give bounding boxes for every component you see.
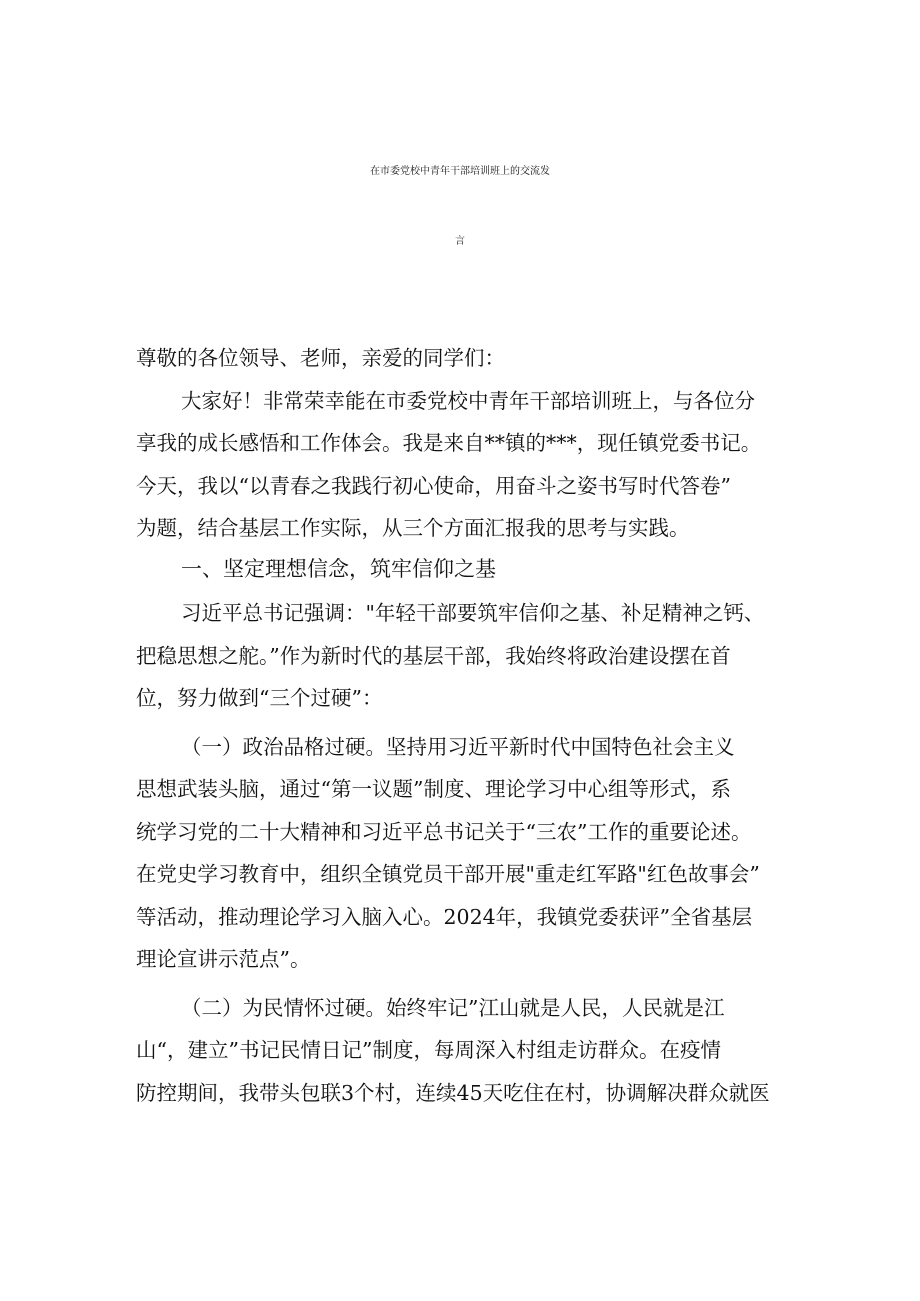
item-1-line-3: 统学习党的二十大精神和习近平总书记关于“三农”工作的重要论述。 (136, 820, 752, 844)
section-1-intro-line-2: 把稳思想之舵。”作为新时代的基层干部，我始终将政治建设摆在首 (136, 644, 731, 668)
section-1-intro-line-1: 习近平总书记强调："年轻干部要筑牢信仰之基、补足精神之钙、 (181, 601, 765, 625)
salutation: 尊敬的各位领导、老师，亲爱的同学们： (136, 346, 505, 370)
document-title-line-2: 言 (455, 236, 465, 247)
item-1-line-4: 在党史学习教育中，组织全镇党员干部开展"重走红军路"红色故事会” (136, 862, 760, 886)
item-1-line-6: 理论宣讲示范点”。 (136, 947, 311, 971)
item-2-line-3: 防控期间，我带头包联3个村，连续45天吃住在村，协调解决群众就医 (136, 1081, 770, 1105)
item-1-line-5: 等活动，推动理论学习入脑入心。2024年，我镇党委获评”全省基层 (136, 905, 753, 929)
intro-line-2: 享我的成长感悟和工作体会。我是来自**镇的***，现任镇党委书记。 (136, 431, 762, 455)
item-1-line-2: 思想武装头脑，通过“第一议题”制度、理论学习中心组等形式，系 (136, 777, 731, 801)
item-2-line-2: 山“，建立”书记民情日记”制度，每周深入村组走访群众。在疫情 (136, 1038, 721, 1062)
item-2-line-1: （二）为民情怀过硬。始终牢记”江山就是人民，人民就是江 (181, 996, 725, 1020)
intro-line-4: 为题，结合基层工作实际，从三个方面汇报我的思考与实践。 (136, 516, 690, 540)
intro-line-1: 大家好！非常荣幸能在市委党校中青年干部培训班上，与各位分 (181, 389, 755, 413)
section-1-heading: 一、坚定理想信念，筑牢信仰之基 (181, 557, 496, 581)
item-1-line-1: （一）政治品格过硬。坚持用习近平新时代中国特色社会主义 (181, 735, 735, 759)
document-title-line-1: 在市委党校中青年干部培训班上的交流发 (370, 166, 550, 177)
section-1-intro-line-3: 位，努力做到“三个过硬”： (136, 686, 383, 710)
intro-line-3: 今天，我以“以青春之我践行初心使命，用奋斗之姿书写时代答卷” (136, 474, 731, 498)
